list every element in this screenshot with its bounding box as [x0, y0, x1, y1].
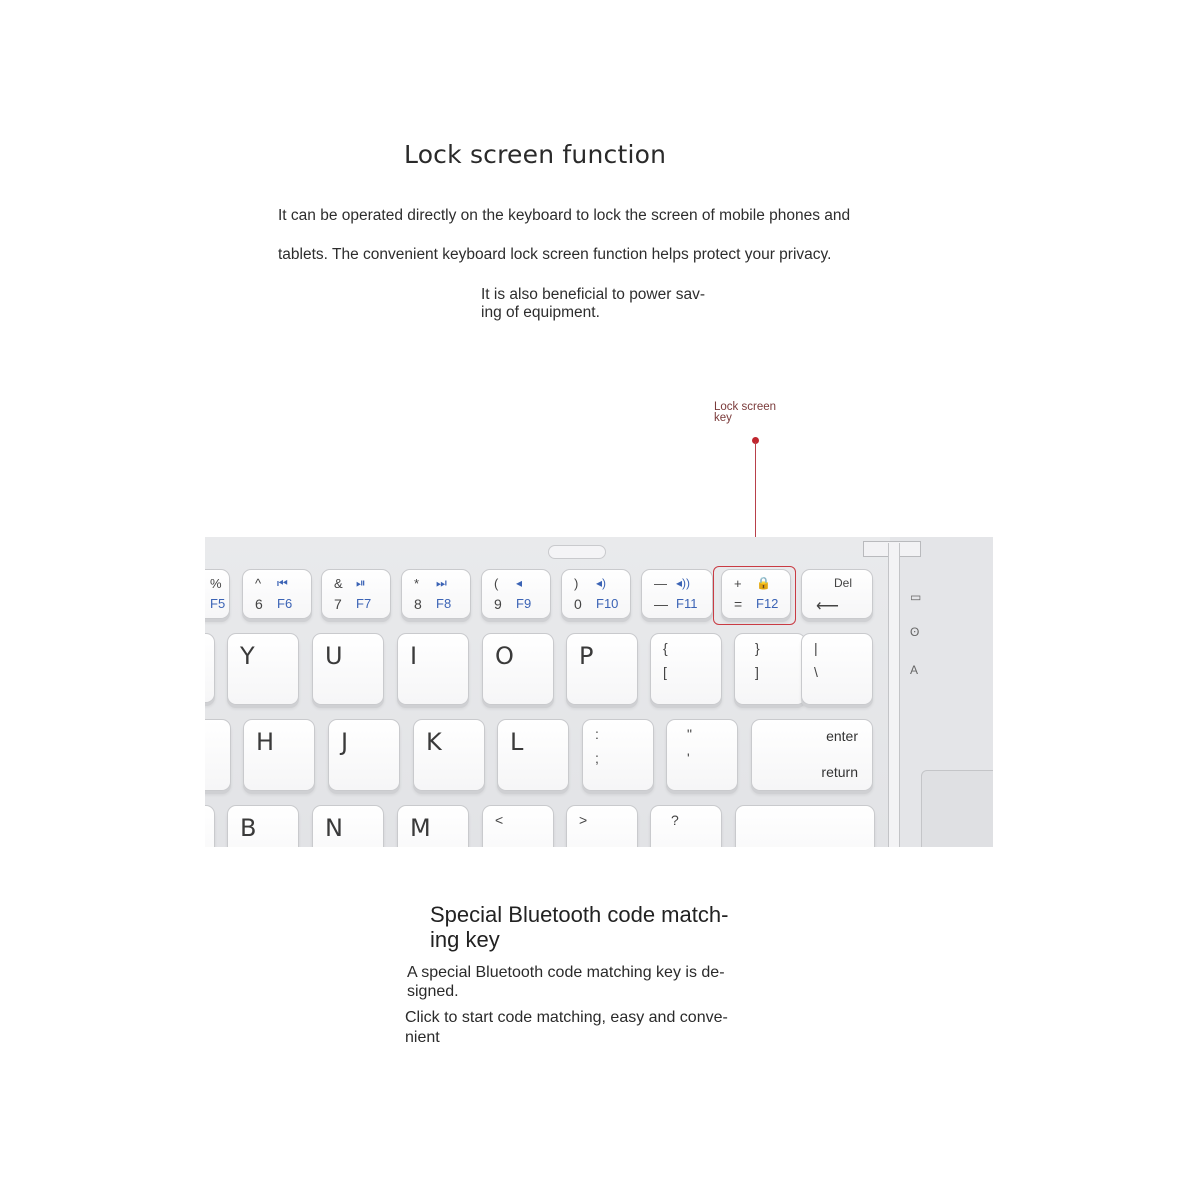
- bluetooth-desc-2-line1: Click to start code matching, easy and conve-: [405, 1009, 728, 1026]
- key-shift-right: [735, 805, 875, 847]
- lock-screen-desc-line3b: ing of equipment.: [481, 304, 600, 321]
- bluetooth-desc-2-line2: nient: [405, 1029, 440, 1046]
- key-quote: " ': [666, 719, 738, 791]
- key-f5: % F5: [205, 569, 230, 619]
- previous-track-icon: ⏮: [277, 576, 288, 590]
- keyboard-image: [205, 537, 993, 847]
- key-f12-lock: + 🔒 = F12: [721, 569, 791, 619]
- key-b: B: [227, 805, 299, 847]
- key-l: L: [497, 719, 569, 791]
- key-h: H: [243, 719, 315, 791]
- key-partial-left-4: [205, 805, 215, 847]
- key-i: I: [397, 633, 469, 705]
- key-bracket-open: { [: [650, 633, 722, 705]
- key-colon: : ;: [582, 719, 654, 791]
- key-p: P: [566, 633, 638, 705]
- lock-icon: 🔒: [756, 576, 771, 590]
- volume-down-icon: ◂): [596, 576, 607, 590]
- key-o: O: [482, 633, 554, 705]
- key-f7: & ⏯ 7 F7: [321, 569, 391, 619]
- key-partial-left-3: [205, 719, 231, 791]
- lock-screen-desc-line3: [481, 286, 705, 322]
- lock-screen-title: Lock screen function: [404, 140, 667, 169]
- bluetooth-desc-1: [407, 963, 767, 1001]
- key-j: J: [328, 719, 400, 791]
- key-m: M: [397, 805, 469, 847]
- key-k: K: [413, 719, 485, 791]
- mute-icon: ◂: [516, 576, 523, 590]
- bluetooth-title-line2: ing key: [430, 927, 500, 952]
- lock-screen-desc-line2: tablets. The convenient keyboard lock screen function helps protect your privacy.: [278, 246, 832, 263]
- lock-screen-callout-label: [714, 402, 776, 424]
- key-pipe: | \: [801, 633, 873, 705]
- key-delete: Del ⟵: [801, 569, 873, 619]
- next-track-icon: ⏭: [436, 576, 447, 590]
- key-u: U: [312, 633, 384, 705]
- key-partial-left-2: [205, 633, 215, 703]
- key-bracket-close: } ]: [734, 633, 806, 705]
- bluetooth-desc-1-line1: A special Bluetooth code matching key is de-: [407, 964, 725, 981]
- key-f6: ^ ⏮ 6 F6: [242, 569, 312, 619]
- key-y: Y: [227, 633, 299, 705]
- callout-label-line1: Lock screen: [714, 401, 777, 413]
- key-gt: >: [566, 805, 638, 847]
- bluetooth-desc-1-line2: signed.: [407, 983, 459, 1000]
- key-f9: ( ◂ 9 F9: [481, 569, 551, 619]
- bluetooth-title-line1: Special Bluetooth code match-: [430, 902, 729, 927]
- key-f11: — ◂)) — F11: [641, 569, 713, 619]
- key-f8: * ⏭ 8 F8: [401, 569, 471, 619]
- hinge-slot: [548, 545, 606, 559]
- hinge-bar: [888, 543, 900, 847]
- lock-screen-desc-line3a: It is also beneficial to power sav-: [481, 286, 705, 303]
- bluetooth-desc-2: [405, 1008, 785, 1048]
- lock-key-highlight: [713, 566, 796, 625]
- backspace-arrow-icon: ⟵: [816, 598, 839, 615]
- lock-screen-desc-line1: It can be operated directly on the keyboard to lock the screen of mobile phones and: [278, 207, 851, 224]
- bluetooth-title: [430, 902, 790, 952]
- volume-up-icon: ◂)): [676, 576, 691, 590]
- bluetooth-indicator-icon: ʘ: [910, 625, 920, 639]
- key-f10: ) ◂) 0 F10: [561, 569, 631, 619]
- key-enter: enter return: [751, 719, 873, 791]
- play-pause-icon: ⏯: [356, 576, 366, 590]
- key-lt: <: [482, 805, 554, 847]
- caps-lock-indicator-icon: A: [910, 663, 919, 677]
- key-n: N: [312, 805, 384, 847]
- callout-label-line2: key: [714, 412, 732, 424]
- key-question: ?: [650, 805, 722, 847]
- trackpad: [921, 770, 993, 847]
- battery-indicator-icon: ▭: [910, 590, 922, 604]
